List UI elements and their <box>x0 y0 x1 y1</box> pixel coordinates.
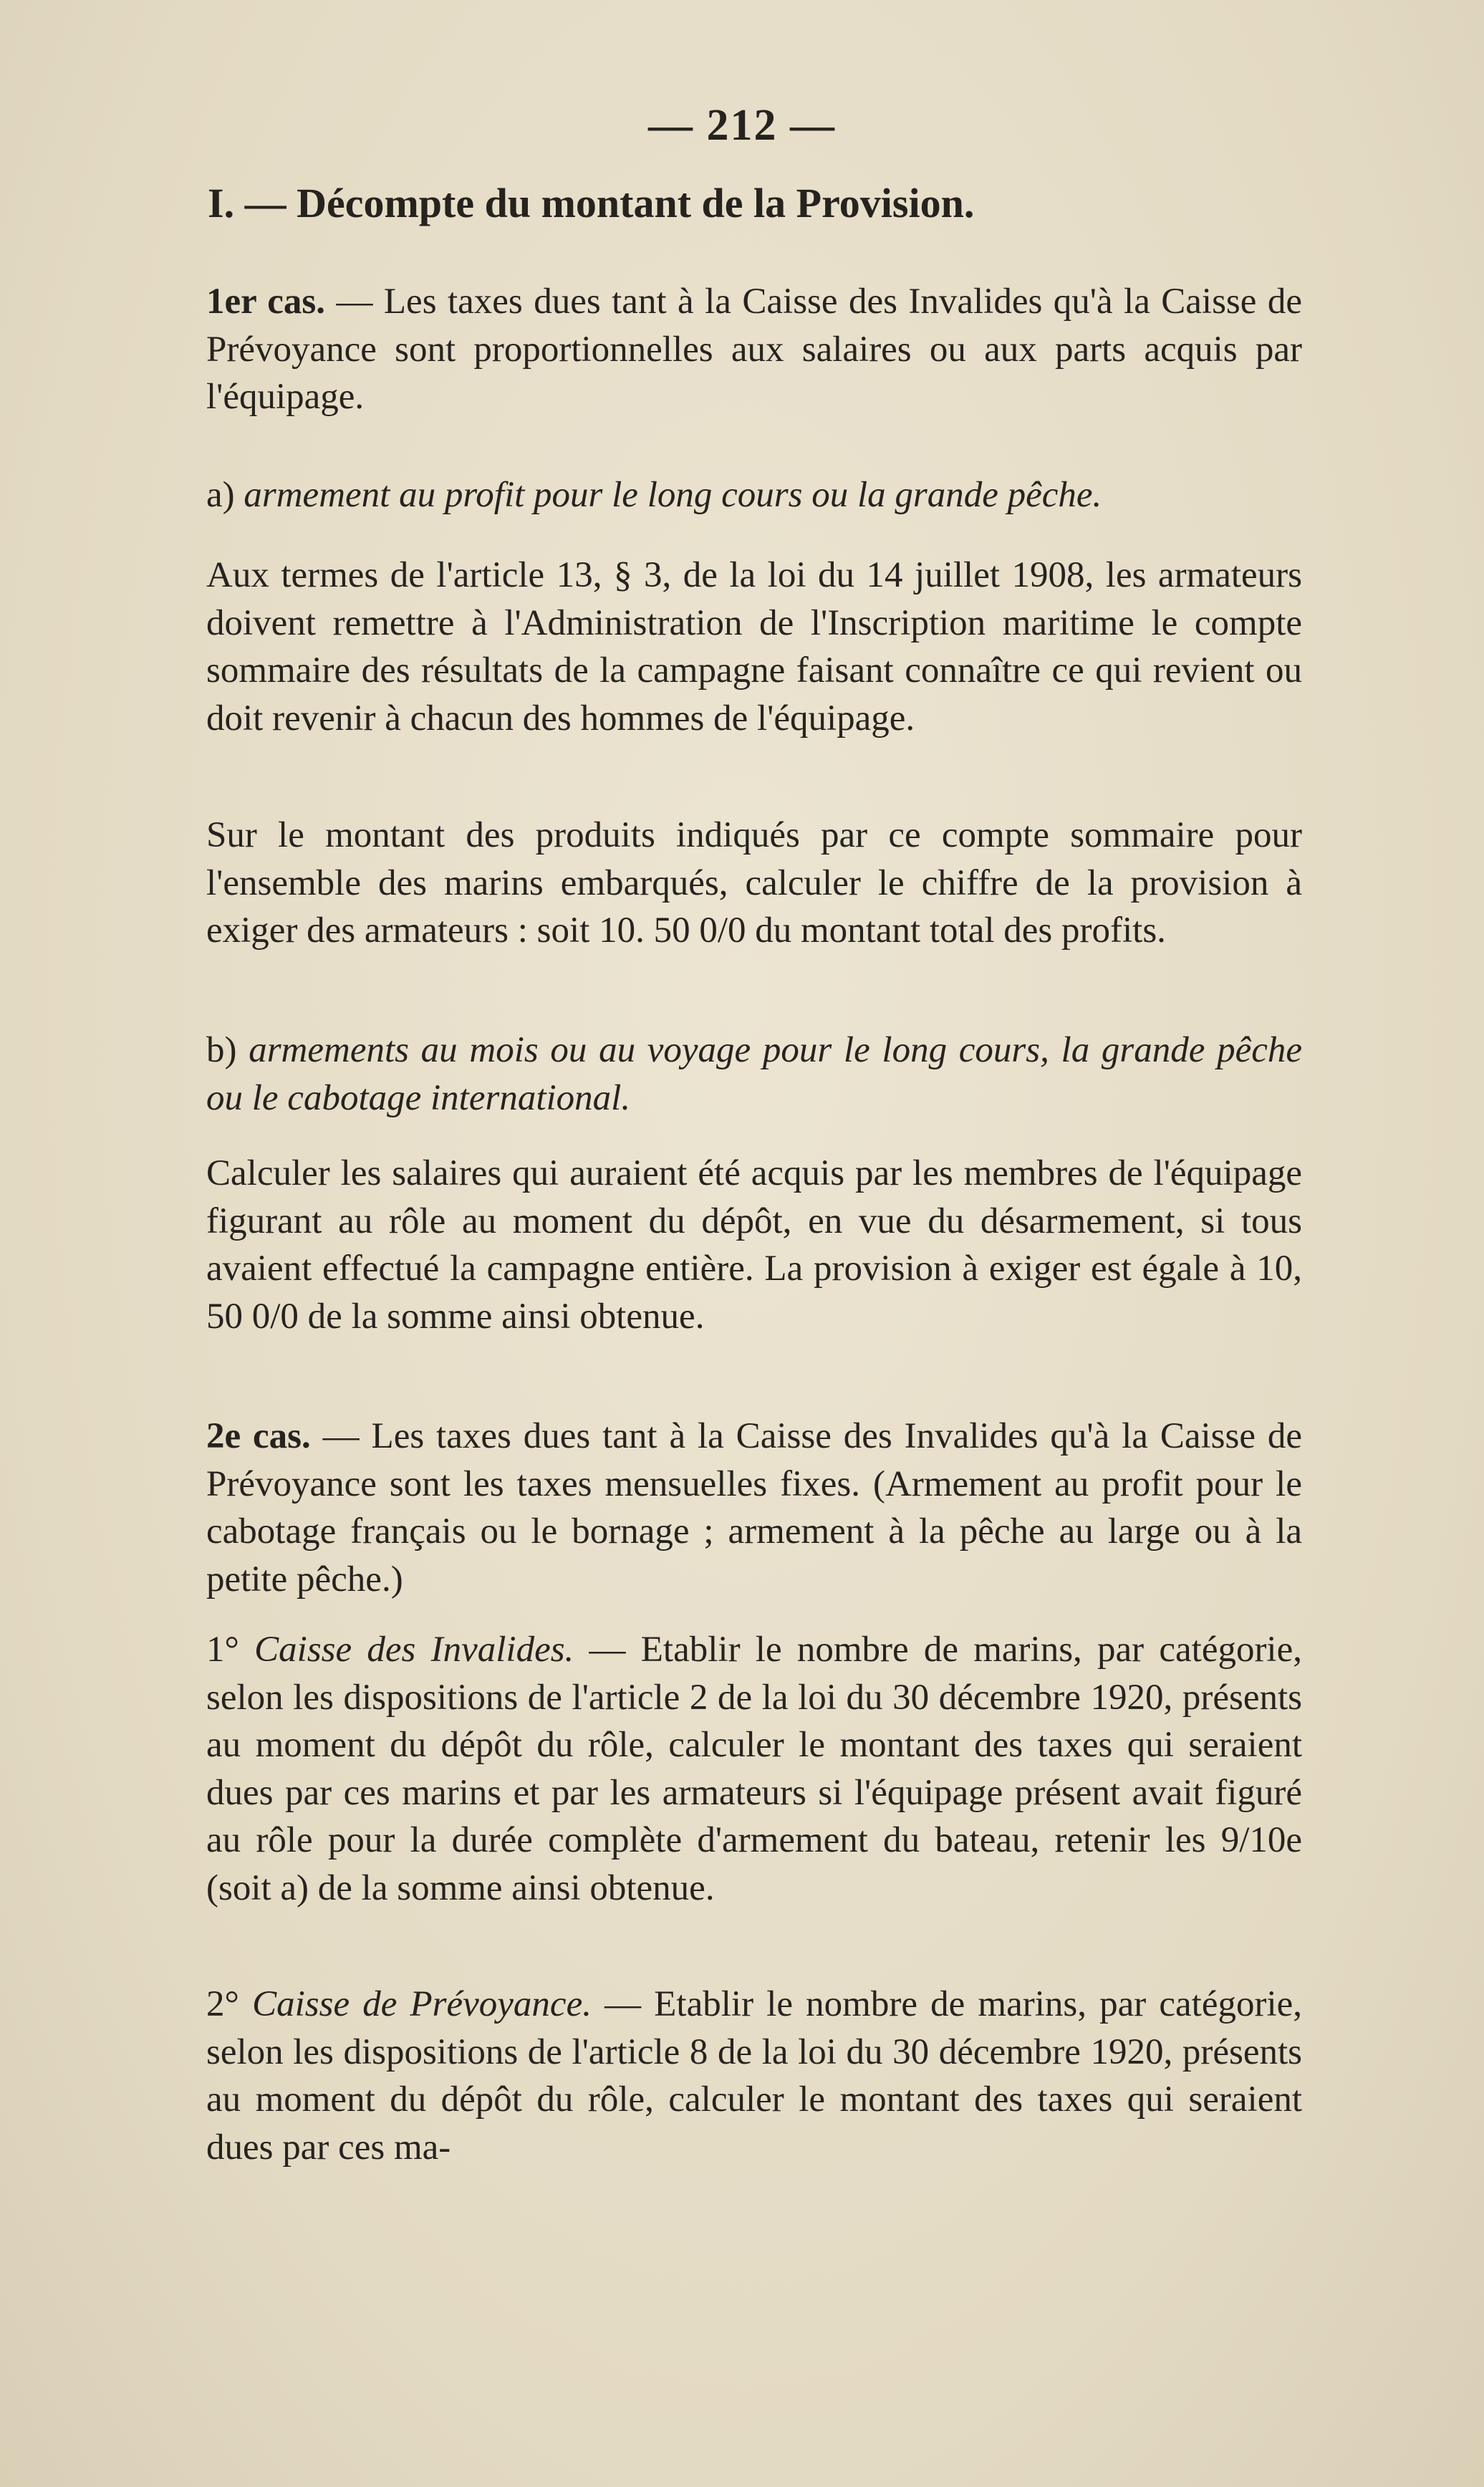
section-title: I. — Décompte du montant de la Provision. <box>208 180 975 226</box>
paragraph-prevoyance-block <box>206 1981 1302 2171</box>
subsection-b-label: b) <box>206 1030 249 1070</box>
paragraph-a1: Aux termes de l'article 13, § 3, de la loi du 14 juillet 1908, les armateurs doivent remettre à l'Administration de l'Inscription maritime le compte sommaire des résultats de la campagne faisant connaître ce qui revient ou doit revenir à chacun des hommes de l'équipage. <box>206 555 1302 739</box>
paragraph-prevoyance <box>206 1981 1302 2171</box>
subsection-a-label: a) <box>206 475 244 515</box>
paragraph-invalides-block <box>206 1626 1302 1912</box>
prevoyance-number: 2° <box>206 1984 253 2024</box>
subsection-b-heading <box>206 1026 1302 1122</box>
subsection-a-text: armement au profit pour le long cours ou la grande pêche. <box>244 475 1102 515</box>
case-1-paragraph <box>206 278 1302 421</box>
paragraph-invalides <box>206 1626 1302 1912</box>
subsection-a <box>206 471 1302 519</box>
paragraph-b1: Calculer les salaires qui auraient été acquis par les membres de l'équipage figurant au rôle au moment du dépôt, en vue du désarmement, si tous avaient effectué la campagne entière. La provision à exiger est égale à 10, 50 0/0 de la somme ainsi obtenue. <box>206 1153 1302 1337</box>
subsection-a-heading <box>206 471 1302 519</box>
paragraph-a1-block <box>206 552 1302 742</box>
case-2-label: 2e cas. <box>206 1416 311 1456</box>
case-1-text: — Les taxes dues tant à la Caisse des Invalides qu'à la Caisse de Prévoyance sont proportionnelles aux salaires ou aux parts acquis par l'équipage. <box>206 282 1302 417</box>
case-2-block <box>206 1413 1302 1603</box>
paragraph-a2-block <box>206 812 1302 955</box>
case-2-text: — Les taxes dues tant à la Caisse des Invalides qu'à la Caisse de Prévoyance sont les taxes mensuelles fixes. (Armement au profit pour le cabotage français ou le bornage ; armement à la pêche au large ou à la petite pêche.) <box>206 1416 1302 1600</box>
subsection-b <box>206 1026 1302 1122</box>
prevoyance-title: Caisse de Prévoyance. <box>252 1984 592 2024</box>
paragraph-b1-block <box>206 1150 1302 1340</box>
paragraph-a2: Sur le montant des produits indiqués par ce compte sommaire pour l'ensemble des marins embarqués, calculer le chiffre de la provision à exiger des armateurs : soit 10. 50 0/0 du montant total des profits. <box>206 815 1302 951</box>
invalides-number: 1° <box>206 1630 255 1670</box>
invalides-text: — Etablir le nombre de marins, par catégorie, selon les dispositions de l'article 2 de la loi du 30 décembre 1920, présents au moment du dépôt du rôle, calculer le montant des taxes qui seraient dues par ces marins et par les armateurs si l'équipage présent avait figuré au rôle pour la durée complète d'armement du bateau, retenir les 9/10e (soit a) de la somme ainsi obtenue. <box>206 1630 1302 1908</box>
prevoyance-text: — Etablir le nombre de marins, par catégorie, selon les dispositions de l'article 8 de la loi du 30 décembre 1920, présents au moment du dépôt du rôle, calculer le montant des taxes qui seraient dues par ces ma- <box>206 1984 1303 2168</box>
subsection-b-text: armements au mois ou au voyage pour le long cours, la grande pêche ou le cabotage international. <box>206 1030 1302 1118</box>
case-1-block <box>206 278 1302 421</box>
case-2-paragraph <box>206 1413 1302 1603</box>
case-1-label: 1er cas. <box>206 282 326 322</box>
page-number: — 212 — <box>648 101 836 150</box>
invalides-title: Caisse des Invalides. <box>254 1630 574 1670</box>
